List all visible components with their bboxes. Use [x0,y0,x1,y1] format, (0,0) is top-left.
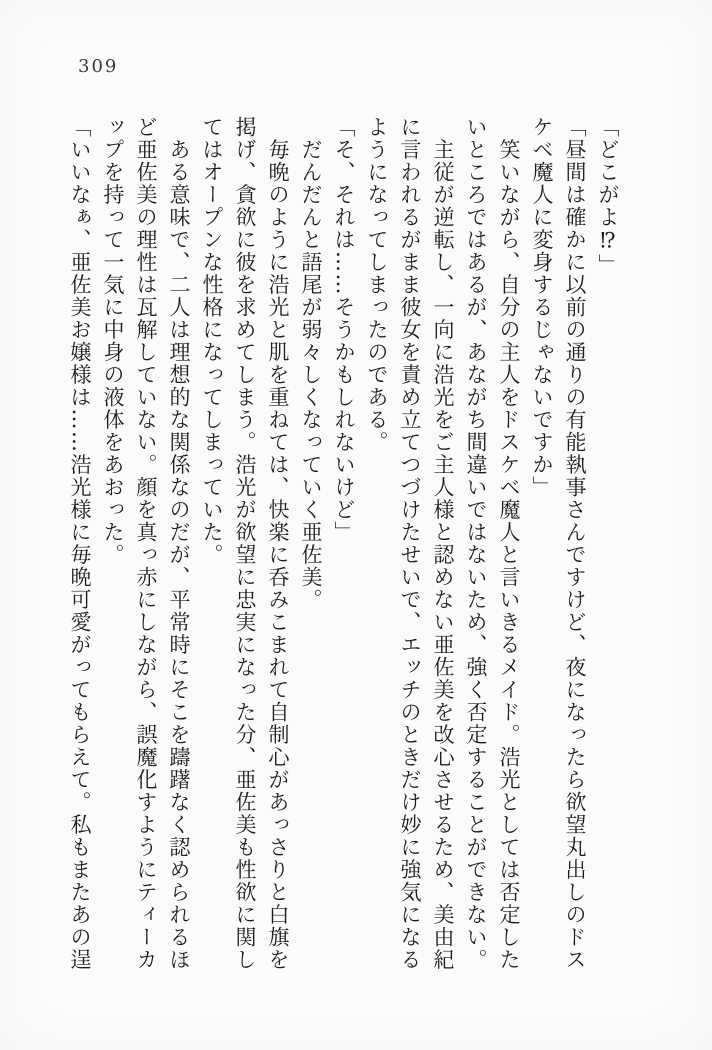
page-number: 309 [78,56,119,77]
text-line: だんだんと語尾が弱々しくなっていく亜佐美。 [299,116,323,611]
text-line: ケベ魔人に変身するじゃないですか」 [530,116,554,499]
text-line: 笑いながら、自分の主人をドスケベ魔人と言いきるメイド。浩光としては否定した [497,116,521,971]
text-line: いところではあるが、あながち間違いではないため、強く否定することができない。 [464,116,488,971]
text-line: に言われるがまま彼女を責め立てつづけたせいで、エッチのときだけ妙に強気になる [398,116,422,971]
text-line: 掲げ、貪欲に彼を求めてしまう。浩光が欲望に忠実になった分、亜佐美も性欲に関し [233,116,257,971]
page-text [63,116,624,1046]
text-line: 「そ、それは……そうかもしれないけど」 [332,116,356,544]
text-line: 「どこがよ⁉」 [596,116,620,277]
text-line: 毎晩のように浩光と肌を重ねては、快楽に呑みこまれて自制心があっさりと白旗を [266,116,290,971]
text-line: ようになってしまったのである。 [365,116,389,454]
text-line: ど亜佐美の理性は瓦解していない。顔を真っ赤にしながら、誤魔化すようにティーカ [134,116,158,971]
text-line: 主従が逆転し、一向に浩光をご主人様と認めない亜佐美を改心させるため、美由紀 [431,116,455,971]
text-line: てはオープンな性格になってしまっていた。 [200,116,224,566]
text-line: ある意味で、二人は理想的な関係なのだが、平常時にそこを躊躇なく認められるほ [167,116,191,971]
text-line: 「いいなぁ、亜佐美お嬢様は……浩光様に毎晩可愛がってもらえて。私もまたあの逞 [68,116,92,971]
text-line: ップを持って一気に中身の液体をあおった。 [101,116,125,566]
text-line: 「昼間は確かに以前の通りの有能執事さんですけど、夜になったら欲望丸出しのドス [563,116,587,971]
